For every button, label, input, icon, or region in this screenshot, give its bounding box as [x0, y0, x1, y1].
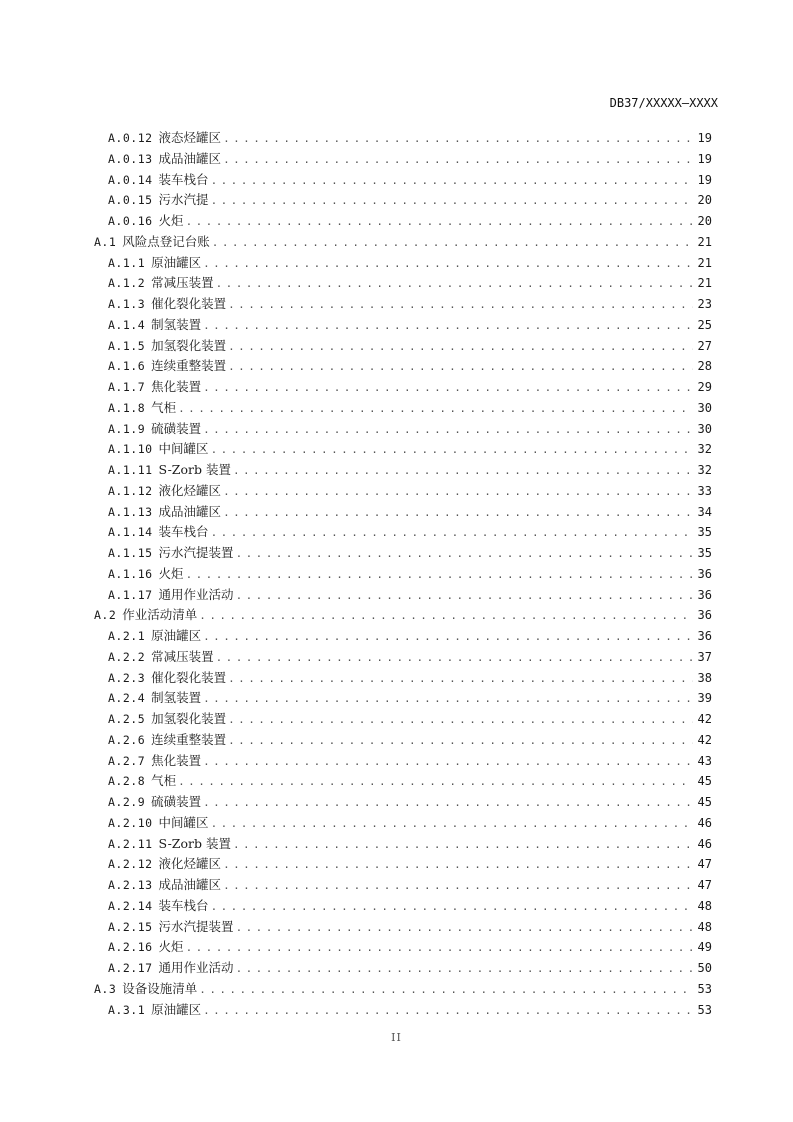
toc-entry-page: 30: [697, 421, 712, 436]
toc-entry-number: A.1.5: [108, 338, 146, 353]
toc-entry[interactable]: [94, 896, 712, 917]
toc-entry[interactable]: [94, 481, 712, 502]
toc-entry-page: 23: [697, 297, 712, 311]
toc-entry-page: 47: [697, 857, 712, 872]
dot-leader: [211, 523, 693, 544]
toc-entry-title: 常减压装置: [151, 275, 214, 291]
toc-entry-title: S-Zorb 装置: [158, 462, 231, 477]
toc-entry-title: 液态烃罐区: [158, 130, 222, 145]
dot-leader: [186, 212, 693, 233]
toc-entry-page: 28: [697, 359, 712, 374]
dot-leader: [199, 606, 693, 627]
toc-entry-title: 液化烃罐区: [158, 856, 222, 872]
toc-entry-number: A.1.13: [108, 504, 153, 519]
dot-leader: [216, 648, 693, 669]
toc-entry-page: 27: [697, 338, 712, 353]
toc-entry-title: 成品油罐区: [158, 150, 222, 166]
toc-entry-number: A.1.7: [108, 380, 146, 394]
toc-entry-number: A.2.14: [108, 898, 153, 913]
toc-entry-title: 连续重整装置: [151, 358, 227, 374]
toc-entry[interactable]: [94, 502, 712, 523]
toc-entry-page: 46: [697, 815, 712, 830]
toc-entry[interactable]: [94, 564, 712, 585]
toc-entry-title: 中间罐区: [158, 814, 209, 830]
toc-entry-page: 53: [697, 981, 712, 996]
toc-entry-title: 常减压装置: [151, 648, 214, 664]
toc-entry-title: 制氢装置: [151, 316, 202, 332]
toc-entry-number: A.2.7: [108, 753, 146, 768]
toc-entry[interactable]: [94, 813, 712, 834]
toc-entry[interactable]: [94, 917, 712, 938]
dot-leader: [228, 731, 693, 752]
toc-entry-title: 催化裂化装置: [151, 669, 227, 685]
dot-leader: [186, 565, 693, 586]
dot-leader: [228, 337, 693, 358]
page-number: II: [391, 1031, 402, 1044]
toc-entry[interactable]: [94, 294, 712, 315]
document-code-header: DB37/XXXXX—XXXX: [609, 96, 718, 110]
toc-entry[interactable]: [94, 958, 712, 979]
dot-leader: [223, 482, 693, 503]
toc-entry-title: 硫磺装置: [151, 794, 202, 809]
toc-entry-page: 43: [697, 753, 712, 768]
toc-entry-page: 42: [697, 712, 712, 726]
dot-leader: [228, 295, 693, 316]
toc-entry[interactable]: [94, 875, 712, 896]
dot-leader: [233, 835, 693, 856]
toc-entry-number: A.1: [94, 234, 117, 249]
toc-entry[interactable]: [94, 834, 712, 855]
toc-entry-number: A.0.16: [108, 214, 153, 228]
dot-leader: [223, 855, 693, 876]
toc-entry-page: 42: [697, 732, 712, 747]
toc-entry[interactable]: [94, 979, 712, 1000]
toc-entry-title: 火炬: [158, 939, 184, 955]
toc-entry-number: A.1.1: [108, 255, 146, 270]
toc-entry-title: 气柜: [151, 399, 177, 415]
toc-entry-title: 液化烃罐区: [158, 482, 222, 498]
toc-entry-number: A.2.11: [108, 836, 153, 851]
toc-entry-title: 火炬: [158, 213, 184, 228]
toc-entry-page: 35: [697, 525, 712, 540]
toc-entry[interactable]: [94, 253, 712, 274]
toc-entry-page: 49: [697, 940, 712, 955]
toc-entry-page: 36: [697, 608, 712, 623]
toc-entry-number: A.2.5: [108, 712, 146, 726]
dot-leader: [203, 316, 693, 337]
toc-entry[interactable]: [94, 377, 712, 398]
toc-entry-page: 50: [697, 961, 712, 975]
toc-entry[interactable]: [94, 460, 712, 481]
toc-entry-page: 33: [697, 483, 712, 498]
toc-entry-number: A.2: [94, 608, 117, 623]
dot-leader: [236, 586, 693, 607]
dot-leader: [236, 544, 693, 565]
toc-entry-number: A.1.16: [108, 566, 153, 581]
toc-entry-page: 21: [697, 276, 712, 291]
toc-entry[interactable]: [94, 522, 712, 543]
toc-entry-number: A.2.9: [108, 795, 146, 809]
dot-leader: [228, 357, 693, 378]
toc-entry-number: A.0.12: [108, 131, 153, 145]
toc-entry[interactable]: [94, 585, 712, 606]
toc-entry-page: 20: [697, 214, 712, 228]
toc-entry-title: 作业活动清单: [122, 607, 198, 623]
toc-entry-page: 32: [697, 442, 712, 457]
dot-leader: [203, 627, 693, 648]
toc-entry-number: A.1.10: [108, 442, 153, 457]
toc-entry-page: 37: [697, 649, 712, 664]
toc-entry-title: 通用作业活动: [158, 586, 234, 602]
toc-entry-number: A.2.8: [108, 774, 146, 789]
toc-entry-number: A.2.10: [108, 815, 153, 830]
toc-entry-title: 硫磺装置: [151, 420, 202, 436]
toc-entry[interactable]: [94, 605, 712, 626]
toc-entry-page: 34: [697, 504, 712, 519]
toc-entry-page: 36: [697, 587, 712, 602]
toc-entry-number: A.0.15: [108, 193, 153, 208]
toc-entry[interactable]: [94, 128, 712, 149]
toc-entry[interactable]: [94, 190, 712, 211]
toc-entry[interactable]: [94, 771, 712, 792]
toc-entry-number: A.1.15: [108, 546, 153, 560]
toc-entry-page: 47: [697, 878, 712, 892]
toc-entry-page: 35: [697, 546, 712, 560]
toc-entry-page: 30: [697, 400, 712, 415]
toc-entry[interactable]: [94, 211, 712, 232]
toc-entry-title: 焦化装置: [151, 752, 202, 768]
toc-entry[interactable]: [94, 149, 712, 170]
toc-entry-title: S-Zorb 装置: [158, 835, 231, 851]
toc-entry-title: 污水汽提装置: [158, 545, 234, 560]
toc-entry-title: 加氢裂化装置: [151, 337, 227, 353]
dot-leader: [203, 254, 693, 275]
toc-entry-number: A.0.13: [108, 151, 153, 166]
toc-entry-number: A.2.13: [108, 878, 153, 892]
toc-entry-page: 29: [697, 380, 712, 394]
toc-entry-title: 中间罐区: [158, 441, 209, 457]
toc-entry-number: A.1.17: [108, 587, 153, 602]
toc-entry-title: 装车栈台: [158, 524, 209, 540]
toc-entry-page: 21: [697, 234, 712, 249]
dot-leader: [223, 503, 693, 524]
toc-entry-page: 25: [697, 317, 712, 332]
dot-leader: [236, 918, 693, 939]
dot-leader: [178, 772, 693, 793]
toc-entry-title: 装车栈台: [158, 897, 209, 913]
dot-leader: [223, 876, 693, 897]
toc-entry[interactable]: [94, 626, 712, 647]
dot-leader: [228, 710, 693, 731]
toc-entry-number: A.3.1: [108, 1002, 146, 1017]
toc-entry-page: 45: [697, 774, 712, 789]
toc-entry[interactable]: [94, 1000, 712, 1021]
toc-entry-page: 21: [697, 255, 712, 270]
toc-entry-page: 38: [697, 670, 712, 685]
toc-entry-title: 原油罐区: [151, 1001, 202, 1017]
toc-entry[interactable]: [94, 730, 712, 751]
toc-entry-number: A.1.9: [108, 421, 146, 436]
toc-entry-page: 48: [697, 898, 712, 913]
toc-entry-page: 45: [697, 795, 712, 809]
toc-entry[interactable]: [94, 647, 712, 668]
toc-entry[interactable]: [94, 709, 712, 730]
dot-leader: [199, 980, 693, 1001]
toc-entry-title: 制氢装置: [151, 690, 202, 706]
toc-entry-number: A.1.2: [108, 276, 146, 291]
toc-entry-title: 火炬: [158, 565, 184, 581]
dot-leader: [211, 191, 693, 212]
dot-leader: [223, 129, 693, 150]
toc-entry-page: 19: [697, 172, 712, 187]
toc-entry-title: 设备设施清单: [122, 980, 198, 996]
dot-leader: [233, 461, 693, 482]
toc-entry[interactable]: [94, 419, 712, 440]
toc-entry-number: A.2.1: [108, 629, 146, 643]
toc-entry-title: 连续重整装置: [151, 731, 227, 747]
toc-entry-number: A.1.6: [108, 359, 146, 374]
toc-entry-number: A.2.16: [108, 940, 153, 955]
dot-leader: [203, 1001, 693, 1022]
toc-entry-title: 装车栈台: [158, 171, 209, 187]
toc-entry-title: 焦化装置: [151, 379, 202, 394]
toc-entry[interactable]: [94, 688, 712, 709]
toc-entry[interactable]: [94, 232, 712, 253]
toc-entry-page: 53: [697, 1002, 712, 1017]
toc-entry[interactable]: [94, 273, 712, 294]
toc-entry-page: 39: [697, 691, 712, 706]
dot-leader: [203, 752, 693, 773]
toc-entry-number: A.1.14: [108, 525, 153, 540]
toc-entry[interactable]: [94, 751, 712, 772]
toc-entry[interactable]: [94, 398, 712, 419]
toc-entry-page: 36: [697, 566, 712, 581]
toc-entry[interactable]: [94, 543, 712, 564]
toc-entry-number: A.2.17: [108, 961, 153, 975]
toc-entry-number: A.2.2: [108, 649, 146, 664]
toc-entry-page: 46: [697, 836, 712, 851]
dot-leader: [186, 938, 693, 959]
dot-leader: [223, 150, 693, 171]
dot-leader: [203, 689, 693, 710]
toc-entry-page: 20: [697, 193, 712, 208]
toc-entry[interactable]: [94, 854, 712, 875]
toc-entry-number: A.2.15: [108, 919, 153, 934]
dot-leader: [178, 399, 693, 420]
toc-entry-number: A.0.14: [108, 172, 153, 187]
toc-entry-title: 原油罐区: [151, 628, 202, 643]
toc-entry[interactable]: [94, 336, 712, 357]
toc-entry-title: 成品油罐区: [158, 503, 222, 519]
toc-entry-title: 成品油罐区: [158, 877, 222, 892]
toc-entry[interactable]: [94, 937, 712, 958]
dot-leader: [203, 420, 693, 441]
toc-entry-title: 加氢裂化装置: [151, 711, 227, 726]
toc-entry-page: 19: [697, 151, 712, 166]
toc-entry-number: A.1.3: [108, 297, 146, 311]
toc-entry-title: 催化裂化装置: [151, 296, 227, 311]
toc-entry-number: A.3: [94, 981, 117, 996]
dot-leader: [203, 793, 693, 814]
toc-entry-title: 污水汽提: [158, 192, 209, 208]
toc-entry-number: A.1.12: [108, 483, 153, 498]
toc-entry-page: 48: [697, 919, 712, 934]
dot-leader: [228, 669, 693, 690]
toc-entry-title: 风险点登记台账: [122, 233, 210, 249]
toc-entry-page: 19: [697, 131, 712, 145]
toc-entry-title: 原油罐区: [151, 254, 202, 270]
toc-entry[interactable]: [94, 792, 712, 813]
toc-entry-number: A.2.4: [108, 691, 146, 706]
toc-entry-number: A.2.6: [108, 732, 146, 747]
toc-entry-title: 污水汽提装置: [158, 918, 234, 934]
dot-leader: [203, 378, 693, 399]
toc-entry[interactable]: [94, 439, 712, 460]
dot-leader: [211, 814, 693, 835]
dot-leader: [212, 233, 693, 254]
toc-entry-title: 气柜: [151, 773, 177, 789]
toc-entry[interactable]: [94, 356, 712, 377]
toc-entry[interactable]: [94, 170, 712, 191]
toc-entry-number: A.1.11: [108, 463, 153, 477]
toc-entry-number: A.1.4: [108, 317, 146, 332]
dot-leader: [211, 171, 693, 192]
toc-entry[interactable]: [94, 668, 712, 689]
dot-leader: [216, 274, 693, 295]
toc-entry-page: 36: [697, 629, 712, 643]
toc-entry[interactable]: [94, 315, 712, 336]
toc-entry-number: A.2.12: [108, 857, 153, 872]
table-of-contents: [94, 128, 712, 1020]
dot-leader: [236, 959, 693, 980]
toc-entry-page: 32: [697, 463, 712, 477]
dot-leader: [211, 897, 693, 918]
dot-leader: [211, 440, 693, 461]
toc-entry-title: 通用作业活动: [158, 960, 234, 975]
toc-entry-number: A.2.3: [108, 670, 146, 685]
toc-entry-number: A.1.8: [108, 400, 146, 415]
